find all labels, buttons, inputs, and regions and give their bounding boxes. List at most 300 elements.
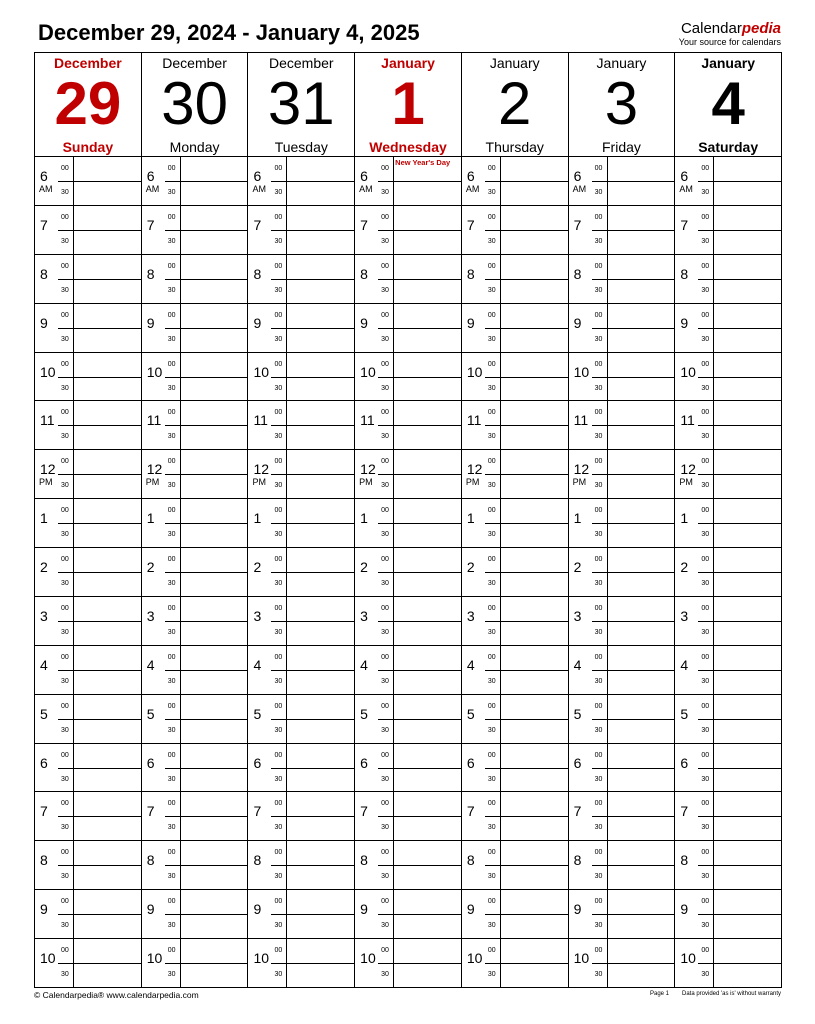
minute-label-30: 30	[167, 384, 176, 392]
minute-label-00: 00	[381, 947, 389, 954]
hour-slot[interactable]	[142, 841, 248, 890]
hour-slot[interactable]	[462, 695, 568, 744]
hour-slot[interactable]	[355, 744, 461, 793]
half-hour-line	[698, 816, 781, 817]
hour-slot[interactable]	[675, 744, 781, 793]
minute-label-30: 30	[701, 384, 710, 392]
hour-slot[interactable]	[462, 255, 568, 304]
hour-label: 1	[680, 510, 689, 527]
minute-label-30: 30	[594, 335, 603, 343]
hour-label: 9	[360, 314, 368, 331]
hour-slot[interactable]	[35, 841, 141, 890]
day-number: 31	[267, 70, 335, 137]
hour-slot[interactable]	[569, 206, 675, 255]
hour-slot[interactable]	[462, 401, 568, 450]
minute-label-30: 30	[274, 922, 283, 930]
hour-slot[interactable]	[355, 597, 461, 646]
hour-slot[interactable]	[355, 548, 461, 597]
minute-label-00: 00	[61, 653, 69, 661]
minute-label-00: 00	[594, 165, 603, 172]
hour-slot[interactable]	[569, 401, 675, 450]
hour-slot[interactable]	[248, 841, 354, 890]
hour-label: 9	[466, 901, 475, 918]
hour-slot[interactable]	[462, 548, 568, 597]
minute-label-30: 30	[274, 531, 283, 539]
hour-slot[interactable]	[35, 548, 141, 597]
hour-label: 11	[146, 412, 162, 429]
minute-label-00: 00	[167, 360, 176, 368]
hour-slot[interactable]	[248, 792, 354, 841]
minute-label-30: 30	[61, 580, 69, 587]
hour-slot[interactable]	[462, 939, 568, 987]
minute-label-00: 00	[487, 849, 496, 857]
hour-slot[interactable]	[142, 353, 248, 402]
half-hour-line	[271, 181, 354, 182]
hour-slot[interactable]	[35, 646, 141, 695]
half-hour-line	[165, 572, 248, 573]
ampm-label: PM	[39, 477, 53, 488]
minute-label-30: 30	[487, 384, 496, 392]
minute-label-00: 00	[594, 507, 603, 515]
half-hour-line	[698, 768, 781, 769]
half-hour-line	[592, 279, 675, 280]
hour-slot[interactable]	[675, 841, 781, 890]
hour-label: 10	[146, 950, 163, 966]
hour-slot[interactable]	[569, 450, 675, 499]
minute-label-00: 00	[487, 409, 496, 417]
day-month: December	[54, 55, 122, 71]
hour-slot[interactable]	[675, 450, 781, 499]
minute-label-30: 30	[594, 726, 603, 734]
half-hour-line	[378, 719, 461, 720]
minute-label-00: 00	[167, 556, 176, 563]
minute-label-00: 00	[61, 604, 69, 612]
minute-label-00: 00	[381, 311, 389, 319]
half-hour-line	[378, 816, 461, 817]
footer-copyright: © Calendarpedia® www.calendarpedia.com	[34, 990, 199, 1000]
hour-slot[interactable]	[248, 304, 354, 353]
hour-slot[interactable]	[462, 304, 568, 353]
hour-slot[interactable]	[355, 792, 461, 841]
hour-slot[interactable]	[142, 646, 248, 695]
hour-slot[interactable]	[462, 646, 568, 695]
hour-slot[interactable]	[35, 255, 141, 304]
hour-slot[interactable]	[569, 597, 675, 646]
minute-label-00: 00	[487, 213, 496, 221]
minute-label-00: 00	[274, 947, 283, 954]
ampm-label: AM	[679, 184, 693, 194]
day-column	[674, 53, 781, 987]
half-hour-line	[271, 425, 354, 426]
minute-label-00: 00	[61, 800, 69, 808]
hour-slot[interactable]	[35, 744, 141, 793]
minute-label-30: 30	[594, 775, 603, 783]
half-hour-line	[485, 914, 568, 915]
hour-slot[interactable]	[355, 401, 461, 450]
minute-label-00: 00	[487, 556, 496, 563]
hour-slot[interactable]	[142, 890, 248, 939]
hour-slot[interactable]	[675, 255, 781, 304]
minute-label-30: 30	[167, 189, 176, 196]
day-header	[675, 53, 781, 157]
hour-slot[interactable]	[35, 206, 141, 255]
half-hour-line	[271, 914, 354, 915]
hour-slot[interactable]	[142, 450, 248, 499]
hour-slot[interactable]	[35, 401, 141, 450]
minute-label-30: 30	[274, 286, 283, 294]
hour-label: 12	[253, 461, 270, 478]
day-column	[354, 53, 461, 987]
minute-label-30: 30	[274, 580, 283, 587]
minute-label-30: 30	[61, 726, 69, 734]
minute-label-30: 30	[487, 628, 496, 636]
hour-slot[interactable]	[248, 744, 354, 793]
hour-slot[interactable]	[675, 548, 781, 597]
half-hour-line	[698, 230, 781, 231]
half-hour-line	[58, 963, 141, 964]
hour-slot[interactable]	[675, 206, 781, 255]
day-number: 3	[604, 70, 639, 137]
minute-label-00: 00	[274, 898, 283, 906]
hour-slot[interactable]	[142, 939, 248, 987]
minute-label-30: 30	[381, 237, 389, 245]
minute-label-00: 00	[594, 262, 603, 270]
hour-slot[interactable]	[569, 499, 675, 548]
minute-label-00: 00	[487, 702, 496, 710]
minute-label-30: 30	[487, 775, 496, 783]
hour-slot[interactable]	[569, 744, 675, 793]
hour-slot[interactable]	[675, 646, 781, 695]
half-hour-line	[485, 621, 568, 622]
hour-slot[interactable]	[675, 695, 781, 744]
day-weekday: Sunday	[62, 139, 114, 155]
hour-slot[interactable]	[142, 499, 248, 548]
hour-slot[interactable]	[248, 597, 354, 646]
hour-slot[interactable]	[35, 939, 141, 987]
hour-slot[interactable]	[462, 499, 568, 548]
hour-slot[interactable]	[142, 548, 248, 597]
hour-slot[interactable]	[355, 499, 461, 548]
hour-label: 8	[573, 852, 582, 869]
brand-name-accent: pedia	[741, 20, 781, 37]
hour-slot[interactable]	[248, 353, 354, 402]
day-number: 30	[161, 70, 228, 137]
hour-slot[interactable]	[462, 353, 568, 402]
minute-label-00: 00	[701, 702, 710, 710]
hour-slot[interactable]	[35, 450, 141, 499]
minute-label-30: 30	[274, 335, 283, 343]
minute-label-30: 30	[594, 873, 603, 881]
hour-label: 9	[40, 901, 48, 918]
minute-label-00: 00	[594, 653, 603, 661]
hour-label: 11	[40, 412, 55, 429]
half-hour-line	[485, 865, 568, 866]
hour-slot[interactable]	[355, 304, 461, 353]
hour-slot[interactable]	[569, 304, 675, 353]
minute-label-00: 00	[701, 458, 710, 466]
half-hour-line	[698, 865, 781, 866]
hour-slot[interactable]	[142, 206, 248, 255]
hour-label: 9	[146, 314, 155, 331]
minute-label-00: 00	[274, 800, 283, 808]
minute-label-00: 00	[487, 311, 496, 319]
minute-label-00: 00	[594, 849, 603, 857]
hour-label: 8	[466, 852, 475, 869]
half-hour-line	[592, 816, 675, 817]
hour-slot[interactable]	[142, 792, 248, 841]
hour-slot[interactable]	[248, 646, 354, 695]
hour-slot[interactable]	[569, 939, 675, 987]
hour-slot[interactable]	[142, 597, 248, 646]
minute-label-00: 00	[381, 262, 389, 270]
minute-label-00: 00	[701, 311, 710, 319]
hour-slot[interactable]	[248, 890, 354, 939]
hour-slot[interactable]	[569, 841, 675, 890]
half-hour-line	[271, 865, 354, 866]
hour-slot[interactable]	[462, 890, 568, 939]
minute-label-00: 00	[274, 556, 283, 563]
minute-label-30: 30	[381, 482, 389, 490]
hour-slot[interactable]	[35, 304, 141, 353]
hour-label: 12	[466, 461, 483, 478]
minute-label-00: 00	[701, 849, 710, 857]
hour-slot[interactable]	[248, 255, 354, 304]
hour-slot[interactable]	[142, 401, 248, 450]
hour-slot[interactable]	[355, 939, 461, 987]
hour-label: 6	[360, 754, 368, 771]
minute-label-30: 30	[61, 433, 69, 441]
hour-slot[interactable]	[35, 792, 141, 841]
hour-slot[interactable]	[675, 401, 781, 450]
minute-label-00: 00	[701, 800, 710, 808]
minute-label-30: 30	[167, 286, 176, 294]
hour-slot[interactable]	[248, 939, 354, 987]
minute-label-30: 30	[61, 922, 69, 930]
minute-label-00: 00	[701, 947, 710, 954]
minute-label-30: 30	[167, 775, 176, 783]
hour-slot[interactable]	[355, 695, 461, 744]
minute-label-00: 00	[274, 213, 283, 221]
minute-label-00: 00	[381, 409, 389, 417]
minute-label-30: 30	[381, 433, 389, 441]
hour-label: 7	[680, 216, 689, 233]
minute-label-30: 30	[381, 873, 389, 881]
half-hour-line	[271, 670, 354, 671]
minute-label-30: 30	[61, 824, 69, 832]
day-header	[355, 53, 461, 157]
minute-label-00: 00	[701, 507, 710, 515]
half-hour-line	[378, 523, 461, 524]
hour-slot[interactable]	[462, 450, 568, 499]
hour-slot[interactable]	[35, 353, 141, 402]
ampm-label: AM	[359, 184, 373, 194]
hour-slot[interactable]	[355, 646, 461, 695]
hour-label: 10	[40, 950, 56, 966]
hour-label: 6	[40, 754, 48, 771]
hour-label: 11	[680, 412, 695, 429]
half-hour-line	[271, 621, 354, 622]
hour-slot[interactable]	[142, 695, 248, 744]
hour-slot[interactable]	[675, 499, 781, 548]
hour-label: 2	[466, 559, 475, 575]
hour-slot[interactable]	[569, 646, 675, 695]
holiday-label: New Year's Day	[395, 158, 451, 167]
hour-slot[interactable]	[35, 890, 141, 939]
hour-label: 6	[573, 754, 582, 771]
half-hour-line	[485, 768, 568, 769]
day-month: January	[489, 55, 540, 71]
hour-label: 7	[146, 216, 155, 233]
minute-label-30: 30	[594, 433, 603, 441]
hour-slot[interactable]	[462, 841, 568, 890]
minute-label-30: 30	[701, 824, 710, 832]
hour-slot[interactable]	[675, 890, 781, 939]
half-hour-line	[378, 474, 461, 475]
brand-name	[679, 21, 781, 37]
half-hour-line	[485, 572, 568, 573]
half-hour-line	[58, 230, 141, 231]
day-weekday: Thursday	[485, 139, 544, 155]
hour-slot[interactable]	[248, 695, 354, 744]
hour-slot[interactable]	[248, 206, 354, 255]
ampm-label: AM	[572, 184, 587, 194]
hour-slot[interactable]	[675, 157, 781, 206]
minute-label-30: 30	[701, 628, 710, 636]
hour-slot[interactable]	[35, 157, 141, 206]
minute-label-00: 00	[487, 360, 496, 368]
minute-label-00: 00	[274, 409, 283, 417]
minute-label-00: 00	[487, 458, 496, 466]
minute-label-00: 00	[381, 604, 389, 612]
half-hour-line	[165, 670, 248, 671]
minute-label-00: 00	[381, 898, 389, 906]
hour-slot[interactable]	[35, 695, 141, 744]
hour-slot[interactable]	[142, 304, 248, 353]
hour-slot[interactable]	[462, 792, 568, 841]
hour-label: 7	[573, 803, 582, 820]
minute-label-00: 00	[701, 653, 710, 661]
minute-label-30: 30	[274, 237, 283, 245]
hour-slot[interactable]	[355, 890, 461, 939]
half-hour-line	[592, 230, 675, 231]
hour-slot[interactable]	[248, 450, 354, 499]
hour-slot[interactable]	[675, 939, 781, 987]
hour-slot[interactable]	[355, 255, 461, 304]
minute-label-30: 30	[381, 726, 389, 734]
hour-label: 1	[466, 510, 475, 527]
minute-label-30: 30	[381, 628, 389, 636]
hour-label: 9	[573, 314, 582, 331]
hour-slot[interactable]	[248, 548, 354, 597]
hour-slot[interactable]	[248, 401, 354, 450]
hour-slot[interactable]	[142, 157, 248, 206]
brand-tagline: Your source for calendars	[678, 37, 781, 47]
half-hour-line	[378, 963, 461, 964]
hour-slot[interactable]	[569, 548, 675, 597]
day-month: December	[269, 55, 334, 71]
hour-slot[interactable]	[569, 792, 675, 841]
hour-slot[interactable]	[355, 157, 461, 206]
hour-slot[interactable]	[675, 353, 781, 402]
hour-label: 2	[146, 559, 155, 575]
minute-label-30: 30	[594, 580, 603, 587]
half-hour-line	[165, 816, 248, 817]
hour-slot[interactable]	[35, 499, 141, 548]
hour-label: 11	[466, 412, 482, 429]
half-hour-line	[485, 474, 568, 475]
hour-slot[interactable]	[569, 157, 675, 206]
minute-label-30: 30	[487, 531, 496, 539]
hour-slot[interactable]	[675, 597, 781, 646]
hour-label: 8	[680, 265, 689, 282]
half-hour-line	[165, 328, 248, 329]
minute-label-30: 30	[61, 775, 69, 783]
hour-label: 7	[573, 216, 582, 233]
hour-label: 7	[253, 216, 262, 233]
half-hour-line	[165, 963, 248, 964]
hour-slot[interactable]	[462, 157, 568, 206]
hour-label: 8	[253, 852, 262, 869]
hour-slot[interactable]	[675, 792, 781, 841]
minute-label-00: 00	[61, 262, 69, 270]
hour-slot[interactable]	[248, 157, 354, 206]
hour-label: 6	[573, 168, 582, 184]
minute-label-30: 30	[594, 922, 603, 930]
hour-label: 7	[360, 216, 368, 233]
minute-label-30: 30	[167, 922, 176, 930]
hour-slot[interactable]	[142, 744, 248, 793]
day-weekday: Monday	[169, 139, 220, 155]
hour-slot[interactable]	[35, 597, 141, 646]
hour-slot[interactable]	[569, 890, 675, 939]
day-column	[461, 53, 568, 987]
half-hour-line	[485, 328, 568, 329]
half-hour-line	[485, 719, 568, 720]
hour-slot[interactable]	[355, 206, 461, 255]
hour-label: 9	[680, 314, 689, 331]
hour-label: 6	[680, 754, 689, 771]
hour-slot[interactable]	[569, 255, 675, 304]
half-hour-line	[378, 768, 461, 769]
hour-slot[interactable]	[675, 304, 781, 353]
hour-slot[interactable]	[462, 744, 568, 793]
half-hour-line	[698, 474, 781, 475]
half-hour-line	[378, 572, 461, 573]
hour-slot[interactable]	[462, 597, 568, 646]
hour-label: 2	[360, 559, 368, 575]
half-hour-line	[58, 816, 141, 817]
hour-slot[interactable]	[355, 841, 461, 890]
hour-label: 3	[466, 607, 475, 624]
hour-slot[interactable]	[569, 353, 675, 402]
half-hour-line	[698, 328, 781, 329]
minute-label-30: 30	[61, 335, 69, 343]
minute-label-30: 30	[167, 873, 176, 881]
hour-slot[interactable]	[355, 353, 461, 402]
hour-slot[interactable]	[355, 450, 461, 499]
minute-label-30: 30	[274, 482, 283, 490]
hour-label: 9	[360, 901, 368, 918]
half-hour-line	[271, 719, 354, 720]
hour-slot[interactable]	[248, 499, 354, 548]
hour-slot[interactable]	[462, 206, 568, 255]
day-header	[569, 53, 675, 157]
hour-slot[interactable]	[142, 255, 248, 304]
minute-label-00: 00	[167, 800, 176, 808]
hour-slot[interactable]	[569, 695, 675, 744]
hour-label: 12	[40, 461, 56, 478]
ampm-label: AM	[465, 184, 480, 194]
